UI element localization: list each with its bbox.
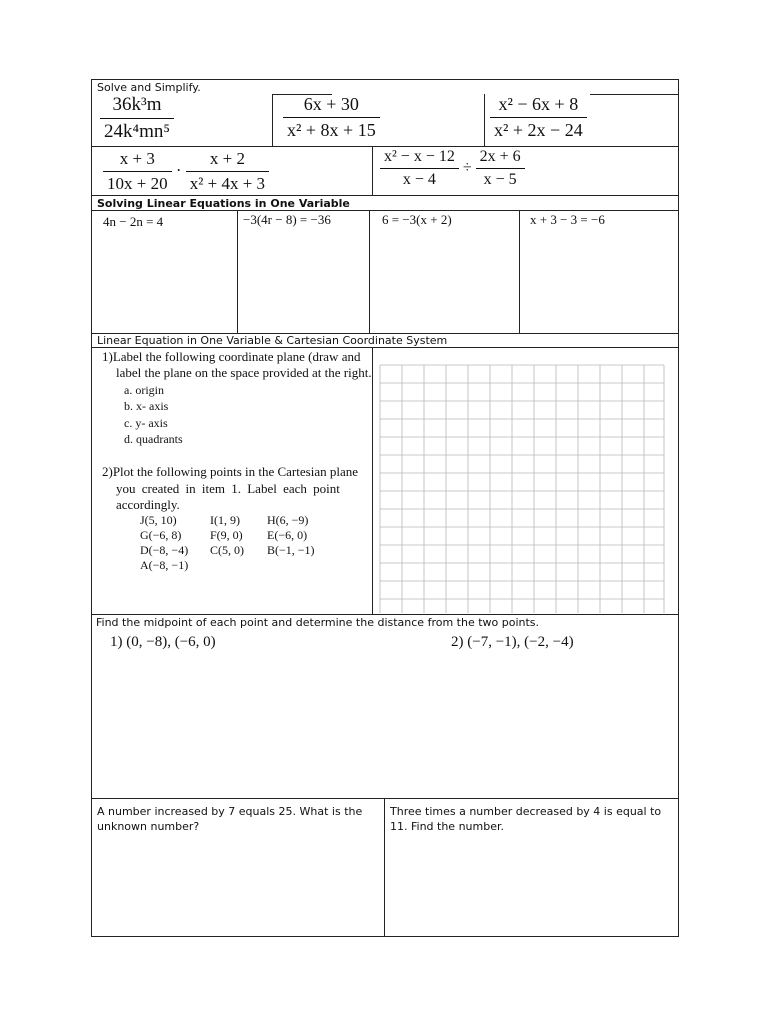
item1-line1: 1)Label the following coordinate plane (draw and — [102, 349, 361, 364]
equation-4: x + 3 − 3 = −6 — [530, 212, 605, 227]
frame-bottom — [91, 936, 679, 937]
point-I: I(1, 9) — [210, 513, 240, 527]
point-B: B(−1, −1) — [267, 543, 315, 557]
point-F: F(9, 0) — [210, 528, 243, 542]
frame-left — [91, 79, 92, 937]
expr-4-a-den: 10x + 20 — [107, 174, 168, 193]
word-problem-2: Three times a number decreased by 4 is equal to 11. Find the number. — [390, 805, 662, 833]
section1-title: Solve and Simplify. — [97, 81, 201, 94]
point-J: J(5, 10) — [140, 513, 177, 527]
divider-1a — [272, 94, 273, 146]
item2-line3: accordingly. — [116, 497, 180, 512]
point-G: G(−6, 8) — [140, 528, 182, 542]
equation-2: −3(4r − 8) = −36 — [243, 212, 331, 227]
expr-2-num: 6x + 30 — [303, 94, 359, 114]
item1-sub-c: c. y- axis — [124, 416, 168, 430]
divider-1c — [372, 146, 373, 196]
expr-2 — [283, 94, 380, 141]
point-A: A(−8, −1) — [140, 558, 189, 572]
problem-1: 1) (0, −8), (−6, 0) — [110, 634, 216, 650]
expr-4-op: · — [175, 160, 182, 180]
item1-line2: label the plane on the space provided at the right. — [116, 365, 372, 380]
expr-4 — [103, 149, 269, 194]
expr-5-a-den: x − 4 — [402, 171, 436, 188]
word-problem-1: A number increased by 7 equals 25. What is the unknown number? — [97, 805, 363, 833]
item1-sub-d: d. quadrants — [124, 432, 183, 446]
expr-3-den: x² + 2x − 24 — [494, 120, 583, 140]
expr-5-a-num: x² − x − 12 — [384, 148, 455, 165]
section2-col-divider-3 — [519, 210, 520, 334]
divider-1b-cap — [590, 94, 678, 95]
equation-1: 4n − 2n = 4 — [103, 214, 164, 229]
expr-3 — [490, 94, 587, 141]
section2-top — [91, 195, 678, 196]
section2-col-divider-2 — [369, 210, 370, 334]
expr-1-den: 24k⁴mn⁵ — [104, 121, 171, 142]
section3-col-divider — [372, 347, 373, 615]
item1-sub-b: b. x- axis — [124, 399, 169, 413]
point-D: D(−8, −4) — [140, 543, 189, 557]
equation-3: 6 = −3(x + 2) — [382, 212, 452, 227]
section4-title: Find the midpoint of each point and determine the distance from the two points. — [96, 616, 540, 629]
problem-2: 2) (−7, −1), (−2, −4) — [451, 634, 574, 650]
row1-divider — [91, 146, 678, 147]
frame-right — [678, 79, 679, 937]
section4-top — [91, 614, 678, 615]
expr-5-op: ÷ — [462, 159, 472, 177]
section2-title: Solving Linear Equations in One Variable — [97, 197, 350, 210]
expr-1 — [100, 94, 174, 143]
point-H: H(6, −9) — [267, 513, 309, 527]
expr-4-b-den: x² + 4x + 3 — [189, 174, 266, 193]
expr-5-b-num: 2x + 6 — [479, 148, 521, 165]
expr-3-num: x² − 6x + 8 — [498, 94, 579, 114]
divider-1b — [484, 94, 485, 146]
expr-4-b-num: x + 2 — [209, 149, 245, 168]
expr-5 — [380, 148, 525, 189]
section2-title-line — [91, 210, 678, 211]
section3-title-line — [91, 347, 678, 348]
point-C: C(5, 0) — [210, 543, 244, 557]
section5-col-divider — [384, 798, 385, 937]
item2-line1: 2)Plot the following points in the Cartesian plane — [102, 464, 358, 479]
item2-line2: you created in item 1. Label each point — [116, 481, 340, 496]
section3-title: Linear Equation in One Variable & Cartesian Coordinate System — [97, 334, 448, 347]
item1-sub-a: a. origin — [124, 383, 164, 397]
frame-top — [91, 79, 678, 80]
section2-col-divider-1 — [237, 210, 238, 334]
coordinate-grid — [378, 363, 666, 615]
expr-2-den: x² + 8x + 15 — [287, 120, 376, 140]
expr-5-b-den: x − 5 — [483, 171, 517, 188]
expr-4-a-num: x + 3 — [119, 149, 155, 168]
expr-1-num: 36k³m — [112, 94, 162, 115]
point-E: E(−6, 0) — [267, 528, 308, 542]
